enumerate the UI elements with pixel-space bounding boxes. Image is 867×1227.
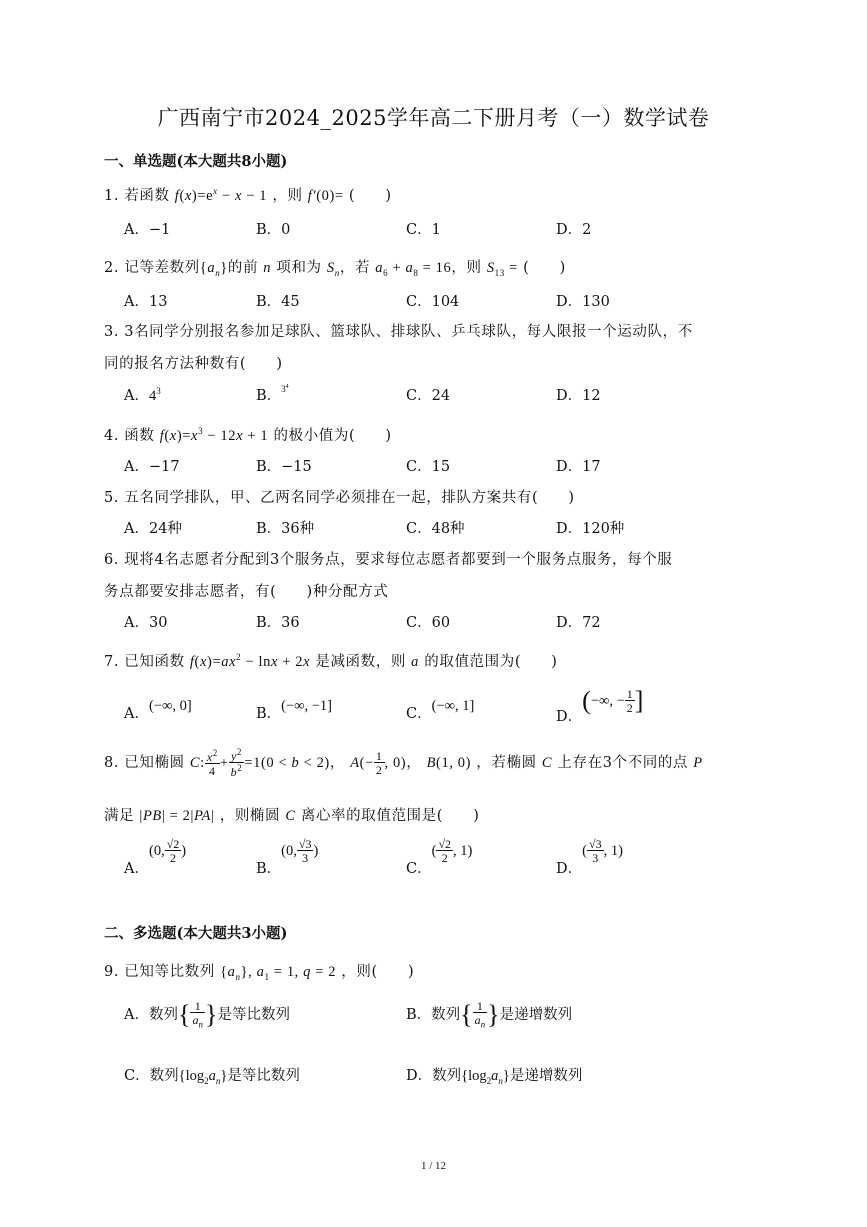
q7-option-b: B．(−∞, −1] <box>256 698 333 722</box>
question-3-line-2: 同的报名方法种数有( ) <box>104 356 283 372</box>
question-5: 5. 五名同学排队，甲、乙两名同学必须排在一起，排队方案共有( ) <box>104 490 575 506</box>
question-8-line-1: 8. 已知椭圆 C: $\frac{x^2}{4}$ + $\frac{y^2}{b^2}$ =1(0 < b < 2)， A(− $\frac{1}{2}$ , 0)， B(1, 0) ，若椭圆 C 上存在3个不同的点 P <box>104 747 703 779</box>
question-7: 7. 已知函数 $f(x)=ax^2 - \ln x + 2x$ 是减函数，则 a 的取值范围为( ) <box>104 652 558 670</box>
q3-option-c: C．24 <box>406 388 451 404</box>
q6-option-d: D．72 <box>556 615 601 631</box>
q1-option-c: C．1 <box>406 222 441 238</box>
question-9: 9. 已知等比数列 $\{a_n\}$, $a_1 = 1$, q = 2 ，则( ) <box>104 964 415 982</box>
q8-option-d: D．( $\frac{√3}{3}$ , 1) <box>556 837 623 877</box>
q2-option-b: B．45 <box>256 294 300 310</box>
q6-option-c: C．60 <box>406 615 451 631</box>
q6-option-a: A．30 <box>124 615 168 631</box>
q1-option-b: B．0 <box>256 222 291 238</box>
page-number: 1 / 12 <box>420 1160 447 1172</box>
question-6-line-2: 务点都要安排志愿者，有( )种分配方式 <box>104 584 389 600</box>
q3-option-a: A．$4^3$ <box>124 386 161 404</box>
q4-option-d: D．17 <box>556 459 601 475</box>
q5-option-a: A．24种 <box>124 521 182 537</box>
q2-option-c: C．104 <box>406 294 460 310</box>
question-4: 4. 函数 $f(x)=x^3 - 12x + 1$ 的极小值为( ) <box>104 426 392 444</box>
q2-option-d: D．130 <box>556 294 610 310</box>
q9-option-b: B．数列{ $\frac{1}{a_n}$ }是递增数列 <box>406 999 573 1030</box>
q9-option-c: C．数列$\{\log_2a_n\}$是等比数列 <box>124 1068 300 1086</box>
q7-option-d: D．(−∞, − $\frac{1}{2}$ ] <box>556 686 644 725</box>
q7-option-c: C．(−∞, 1] <box>406 698 475 722</box>
q3-option-b: B．$^{3^4}$ <box>256 384 289 404</box>
q8-option-c: C．( $\frac{√2}{2}$ , 1) <box>406 837 473 877</box>
question-3-line-1: 3. 3名同学分别报名参加足球队、篮球队、排球队、乒乓球队，每人限报一个运动队，不 <box>104 324 693 340</box>
q5-option-d: D．120种 <box>556 521 625 537</box>
q3-option-d: D．12 <box>556 388 601 404</box>
q9-option-a: A．数列{ $\frac{1}{a_n}$ }是等比数列 <box>124 999 290 1030</box>
q9-option-d: D．数列$\{\log_2a_n\}$是递增数列 <box>406 1068 583 1086</box>
q1-option-a: A．−1 <box>124 222 171 238</box>
q5-option-b: B．36种 <box>256 521 315 537</box>
q4-option-a: A．−17 <box>124 459 180 475</box>
q6-option-b: B．36 <box>256 615 300 631</box>
question-2: 2. 记等差数列$\{a_n\}$的前 n 项和为 $S_n$，若 $a_6 + a_8 = 16$，则 $S_{13}$ = ( ) <box>104 260 566 278</box>
q7-option-a: A．(−∞, 0] <box>124 698 192 722</box>
q2-option-a: A．13 <box>124 294 168 310</box>
q4-option-c: C．15 <box>406 459 451 475</box>
section-heading-single-choice: 一、单选题(本大题共8小题) <box>104 153 288 170</box>
section-heading-multiple-choice: 二、多选题(本大题共3小题) <box>104 925 288 942</box>
q8-option-a: A．(0, $\frac{√2}{2}$ ) <box>124 837 187 877</box>
q8-option-b: B．(0, $\frac{√3}{3}$ ) <box>256 837 319 877</box>
q5-option-c: C．48种 <box>406 521 465 537</box>
question-1: 1. 若函数 $f(x)=e^x - x - 1$ ，则 f′(0)= ( ) <box>104 186 392 204</box>
q1-option-d: D．2 <box>556 222 592 238</box>
q4-option-b: B．−15 <box>256 459 312 475</box>
question-8-line-2: 满足 |PB| = 2|PA| ，则椭圆 C 离心率的取值范围是( ) <box>104 808 480 824</box>
page-title: 广西南宁市2024_2025学年高二下册月考（一）数学试卷 <box>157 106 710 130</box>
question-6-line-1: 6. 现将4名志愿者分配到3个服务点，要求每位志愿者都要到一个服务点服务，每个服 <box>104 552 673 568</box>
